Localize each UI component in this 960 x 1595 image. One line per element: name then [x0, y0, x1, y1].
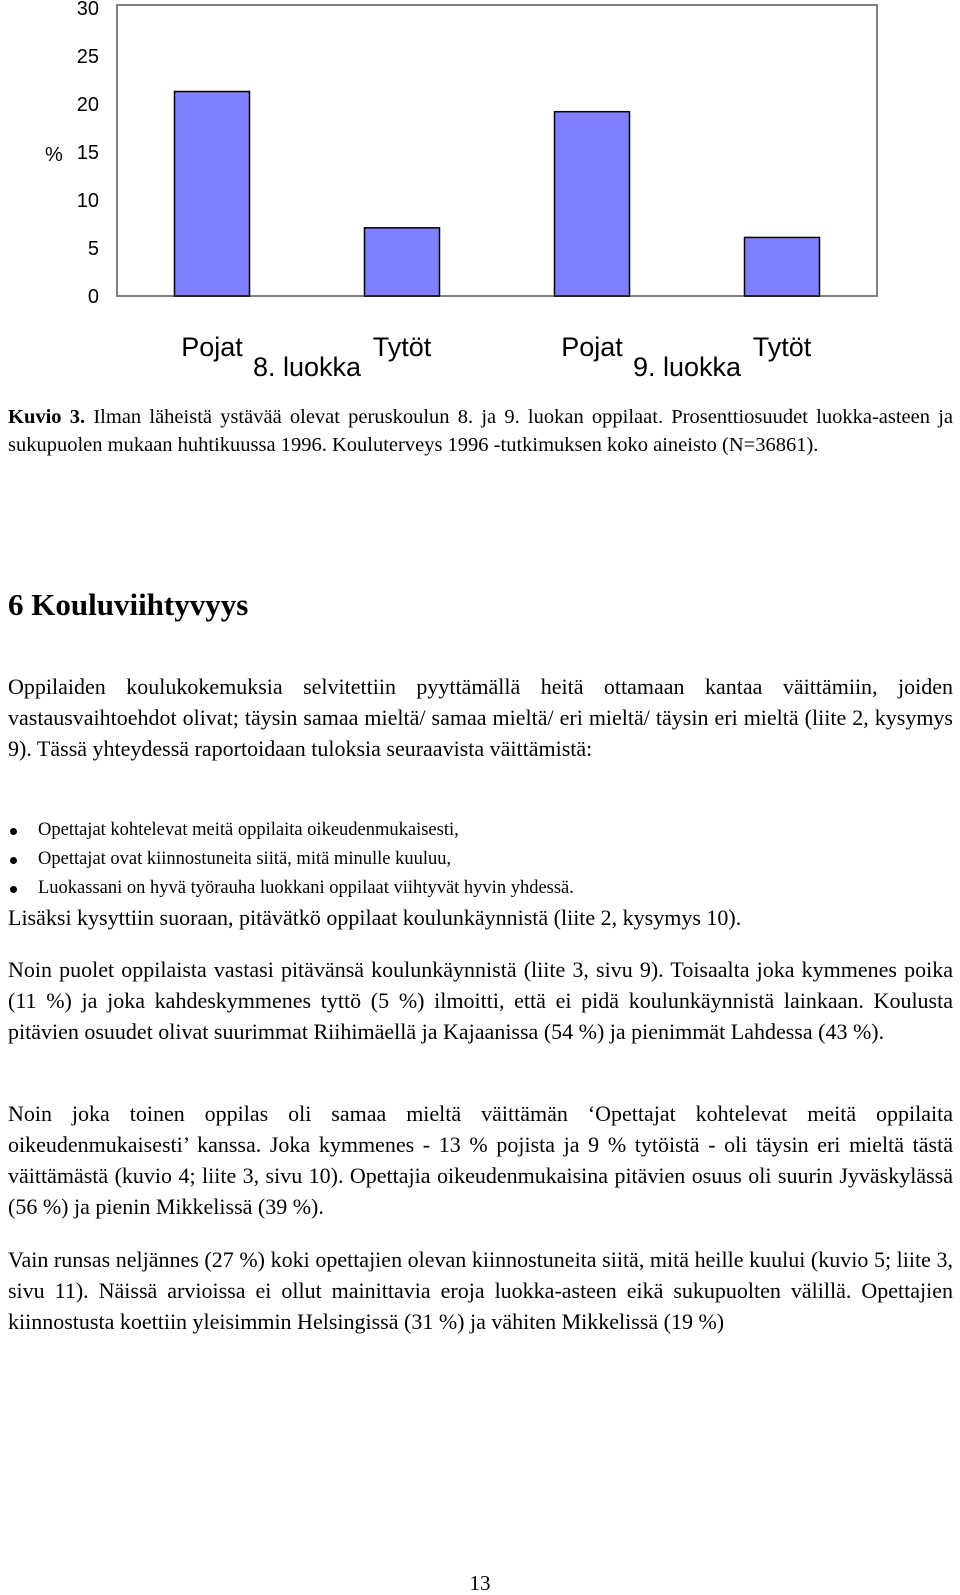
bar: [175, 92, 250, 296]
y-axis-tick-labels: [77, 0, 99, 308]
category-label: Pojat: [181, 332, 243, 362]
bar-chart: [0, 0, 960, 400]
list-item: Opettajat ovat kiinnostuneita siitä, mitä minulle kuuluu,: [8, 845, 953, 874]
y-tick-label: 15: [76, 142, 99, 164]
bar: [745, 237, 820, 296]
caption-text: Ilman läheistä ystävää olevat peruskoulun 8. ja 9. luokan oppilaat. Prosenttiosuudet luokka-asteen ja sukupuolen mukaan huhtikuussa 1996. Kouluterveys 1996 -tutkimuksen koko aineisto (N=36861).: [8, 406, 954, 456]
paragraph: Lisäksi kysyttiin suoraan, pitävätkö oppilaat koulunkäynnistä (liite 2, kysymys 10).: [8, 905, 742, 930]
category-label: Tytöt: [372, 332, 432, 362]
category-label: Pojat: [561, 332, 623, 362]
bar: [555, 112, 630, 296]
intro-paragraph: Oppilaiden koulukokemuksia selvitettiin pyyttämällä heitä ottamaan kantaa väittämiin, joiden vastausvaihtoehdot olivat; täysin samaa mieltä/ samaa mieltä/ eri mieltä/ täysin eri mieltä (liite 2, kysymys 9). Tässä yhteydessä raportoidaan tuloksia seuraavista väittämistä:: [8, 674, 953, 761]
list-item: Opettajat kohtelevat meitä oppilaita oikeudenmukaisesti,: [8, 816, 953, 845]
group-label: 8. luokka: [252, 352, 362, 382]
y-tick-label: 5: [87, 238, 99, 260]
caption-label: Kuvio 3.: [8, 406, 86, 428]
figure-caption: [8, 403, 953, 459]
y-tick-label: 10: [76, 190, 99, 212]
y-tick-label: 20: [76, 94, 99, 116]
bar: [365, 228, 440, 296]
paragraph: Vain runsas neljännes (27 %) koki opettajien olevan kiinnostuneita siitä, mitä heille kuului (kuvio 5; liite 3, sivu 11). Näissä arvioissa ei ollut mainittavia eroja luokka-asteen eikä sukupuolten välillä. Opettajien kiinnostusta koettiin yleisimmin Helsingissä (31 %) ja vähiten Mikkelissä (19 %): [8, 1247, 953, 1334]
list-item: Luokassani on hyvä työrauha luokkani oppilaat viihtyvät hyvin yhdessä.: [8, 874, 953, 903]
group-labels: [253, 352, 742, 382]
paragraph: Noin puolet oppilaista vastasi pitävänsä koulunkäynnistä (liite 3, sivu 9). Toisaalta joka kymmenes poika (11 %) ja joka kahdeskymmenes tyttö (5 %) ilmoitti, että ei pidä koulunkäynnistä lainkaan. Koulusta pitävien osuudet olivat suurimmat Riihimäellä ja Kajaanissa (54 %) ja pienimmät Lahdessa (43 %).: [8, 957, 953, 1044]
y-tick-label: 25: [76, 46, 99, 68]
y-axis-label: %: [45, 144, 63, 166]
y-tick-label: 0: [87, 286, 99, 308]
group-label: 9. luokka: [632, 352, 742, 382]
category-label: Tytöt: [752, 332, 812, 362]
paragraph: Noin joka toinen oppilas oli samaa mieltä väittämän ‘Opettajat kohtelevat meitä oppilaita oikeudenmukaisesti’ kanssa. Joka kymmenes - 13 % pojista ja 9 % tytöistä - oli täysin eri mieltä tästä väittämästä (kuvio 4; liite 3, sivu 10). Opettajia oikeudenmukaisina pitävien osuus oli suurin Jyväskylässä (56 %) ja pienin Mikkelissä (39 %).: [8, 1101, 953, 1219]
y-tick-label: 30: [76, 0, 99, 20]
section-heading: 6 Kouluviihtyvyys: [8, 587, 249, 622]
page-number: 13: [469, 1571, 491, 1595]
statement-list: [8, 816, 953, 903]
